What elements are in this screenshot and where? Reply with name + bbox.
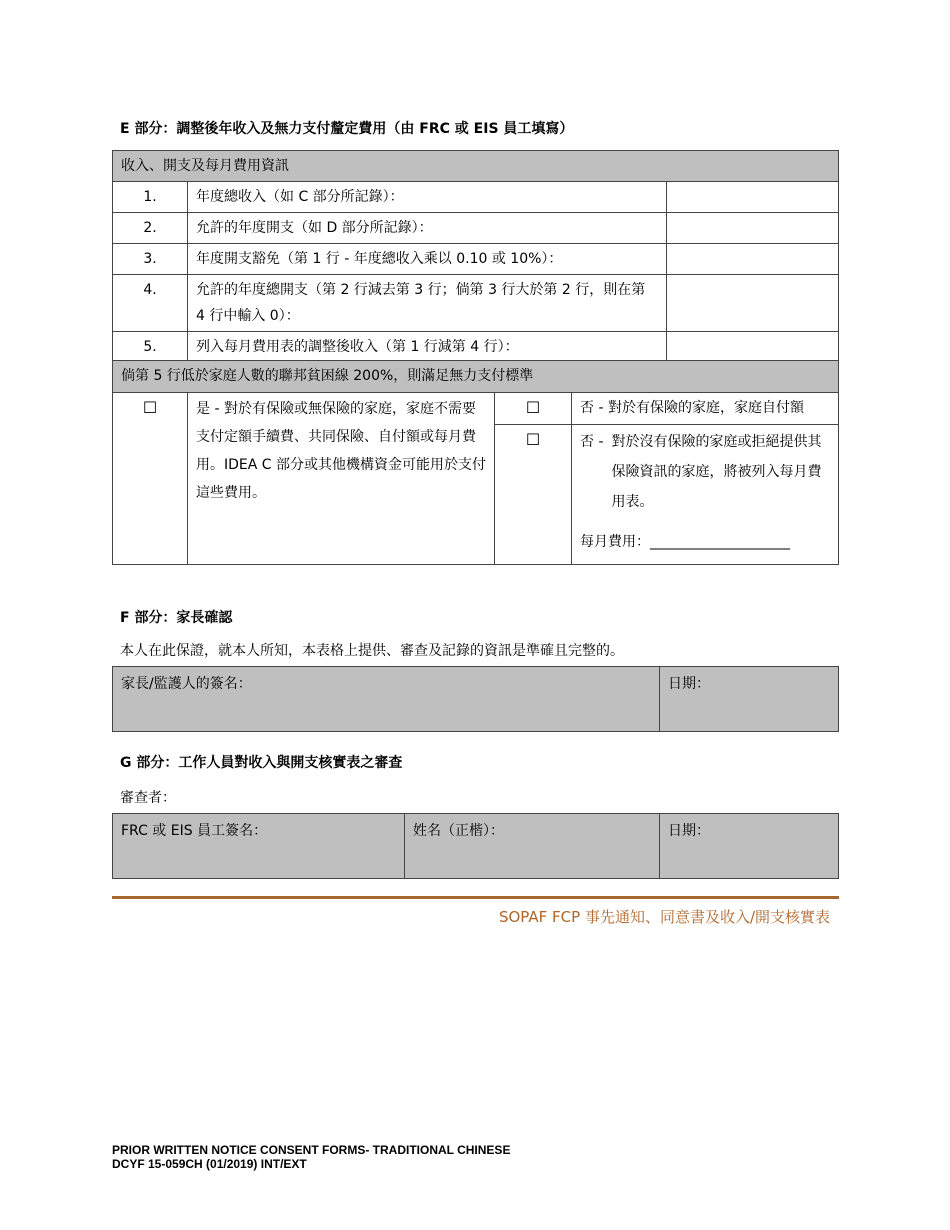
table-row xyxy=(113,244,839,275)
value-field[interactable] xyxy=(667,332,839,363)
parent-signature-table xyxy=(112,666,839,732)
monthly-fee-field[interactable]: ____________________ xyxy=(650,534,790,551)
criteria-table xyxy=(112,360,839,565)
row-number: 2. xyxy=(113,213,188,244)
footer-form-title: SOPAF FCP 事先通知、同意書及收入/開支核實表 xyxy=(498,908,830,926)
table-row xyxy=(113,182,839,213)
no-uninsured-text: 對於沒有保險的家庭或拒絕提供其保險資訊的家庭，將被列入每月費用表。 xyxy=(611,434,822,511)
row-label: 允許的年度總開支（第 2 行減去第 3 行；倘第 3 行大於第 2 行，則在第 4 行中輸入 0）： xyxy=(188,275,667,332)
section-e-title: E 部分：調整後年收入及無力支付釐定費用（由 FRC 或 EIS 員工填寫） xyxy=(120,121,574,137)
parent-date-field[interactable]: 日期： xyxy=(660,667,839,732)
staff-date-field[interactable]: 日期： xyxy=(660,814,839,879)
row-label: 年度開支豁免（第 1 行 - 年度總收入乘以 0.10 或 10%）： xyxy=(188,244,667,275)
staff-signature-field[interactable]: FRC 或 EIS 員工簽名： xyxy=(113,814,405,879)
staff-signature-table xyxy=(112,813,839,879)
no-uninsured-prefix: 否 - xyxy=(580,434,604,451)
income-table-header: 收入、開支及每月費用資訊 xyxy=(113,151,839,182)
row-label: 允許的年度開支（如 D 部分所記錄）： xyxy=(188,213,667,244)
criteria-header: 倘第 5 行低於家庭人數的聯邦貧困線 200%，則滿足無力支付標準 xyxy=(113,361,839,393)
footer-form-number: DCYF 15-059CH (01/2019) INT/EXT xyxy=(112,1157,307,1171)
yes-checkbox[interactable]: ☐ xyxy=(113,393,188,565)
row-label: 列入每月費用表的調整後收入（第 1 行減第 4 行）： xyxy=(188,332,667,363)
row-number: 3. xyxy=(113,244,188,275)
section-g-title: G 部分：工作人員對收入與開支核實表之審查 xyxy=(120,755,403,771)
row-number: 4. xyxy=(113,275,188,332)
row-number: 1. xyxy=(113,182,188,213)
value-field[interactable] xyxy=(667,244,839,275)
table-row xyxy=(113,213,839,244)
reviewer-label: 審查者： xyxy=(120,790,176,806)
no-insured-text: 否 - 對於有保險的家庭，家庭自付額 xyxy=(572,393,839,425)
printed-name-field[interactable]: 姓名（正楷）： xyxy=(405,814,660,879)
value-field[interactable] xyxy=(667,182,839,213)
no-uninsured-checkbox[interactable]: ☐ xyxy=(495,425,572,565)
row-number: 5. xyxy=(113,332,188,363)
table-row xyxy=(113,332,839,363)
no-insured-checkbox[interactable]: ☐ xyxy=(495,393,572,425)
parent-signature-field[interactable]: 家長/監護人的簽名： xyxy=(113,667,660,732)
yes-option-text: 是 - 對於有保險或無保險的家庭，家庭不需要支付定額手續費、共同保險、自付額或每月費用。IDEA C 部分或其他機構資金可能用於支付這些費用。 xyxy=(188,393,495,565)
monthly-fee-label: 每月費用： xyxy=(580,534,650,551)
footer-divider xyxy=(112,896,839,899)
income-table xyxy=(112,150,839,363)
table-row xyxy=(113,275,839,332)
footer-form-name: PRIOR WRITTEN NOTICE CONSENT FORMS- TRADITIONAL CHINESE xyxy=(112,1143,511,1157)
value-field[interactable] xyxy=(667,275,839,332)
certification-statement: 本人在此保證，就本人所知，本表格上提供、審查及記錄的資訊是準確且完整的。 xyxy=(120,643,624,659)
section-f-title: F 部分：家長確認 xyxy=(120,610,233,626)
row-label: 年度總收入（如 C 部分所記錄）： xyxy=(188,182,667,213)
value-field[interactable] xyxy=(667,213,839,244)
